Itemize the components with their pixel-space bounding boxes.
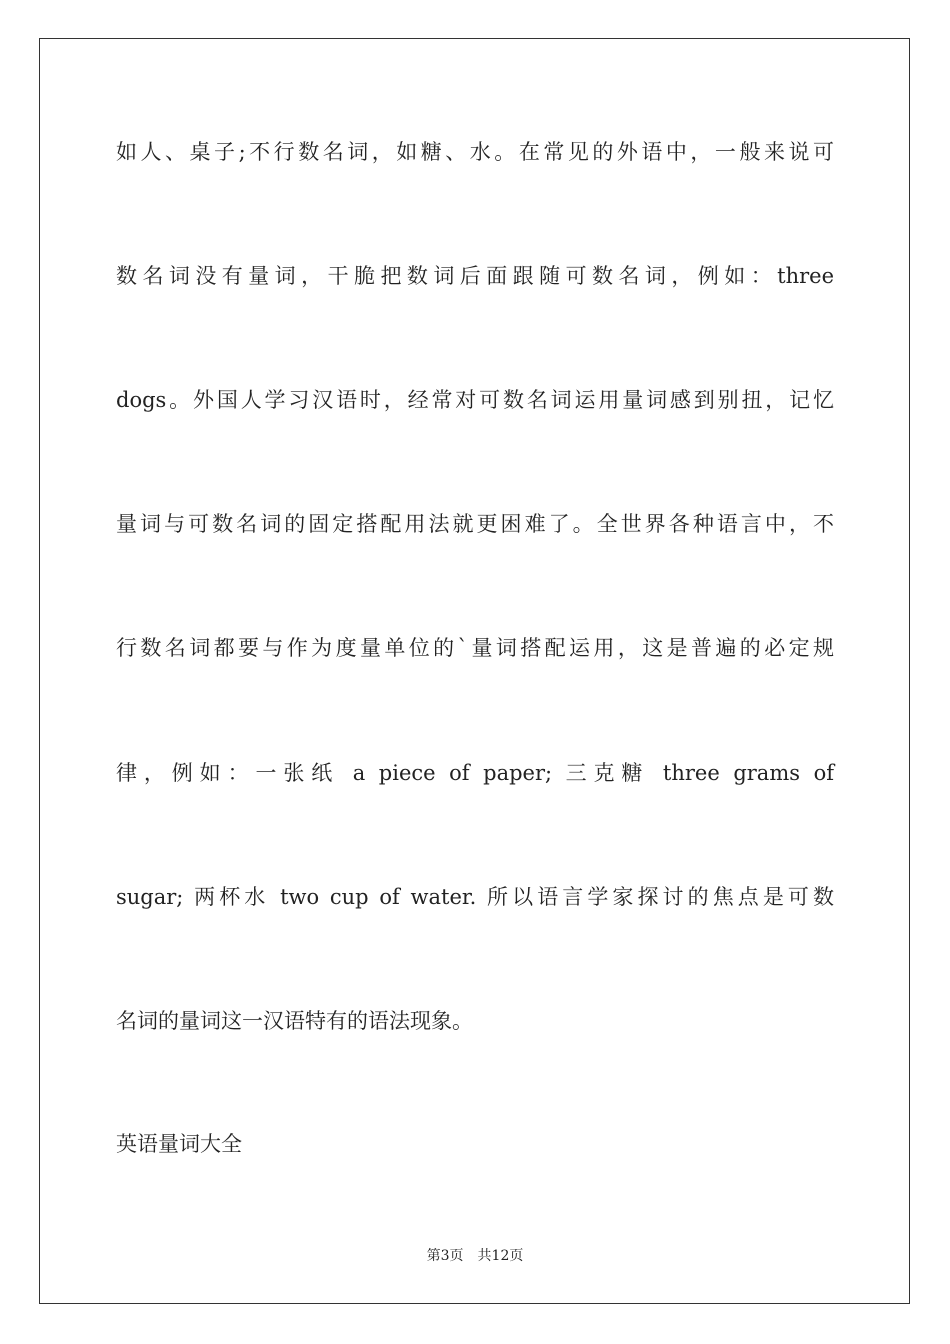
paragraph-line: 量词与可数名词的固定搭配用法就更困难了。全世界各种语言中，不 [116, 512, 834, 536]
paragraph-line: sugar; 两杯水 two cup of water. 所以语言学家探讨的焦点是可数 [116, 885, 834, 909]
page-border [39, 38, 910, 1304]
page-number: 第3页 [426, 1248, 464, 1264]
paragraph-line: 行数名词都要与作为度量单位的`量词搭配运用，这是普遍的必定规 [116, 636, 834, 660]
paragraph-line: 数名词没有量词，干脆把数词后面跟随可数名词，例如：three [116, 264, 834, 288]
page-footer [0, 1246, 950, 1266]
section-heading: 英语量词大全 [116, 1132, 242, 1156]
paragraph-line: dogs。外国人学习汉语时，经常对可数名词运用量词感到别扭，记忆 [116, 388, 834, 412]
page-total: 共12页 [477, 1248, 524, 1264]
paragraph-line: 如人、桌子;不行数名词，如糖、水。在常见的外语中，一般来说可 [116, 140, 834, 164]
paragraph-line: 律，例如：一张纸 a piece of paper; 三克糖 three grams of [116, 761, 834, 785]
paragraph-line: 名词的量词这一汉语特有的语法现象。 [116, 1009, 473, 1033]
